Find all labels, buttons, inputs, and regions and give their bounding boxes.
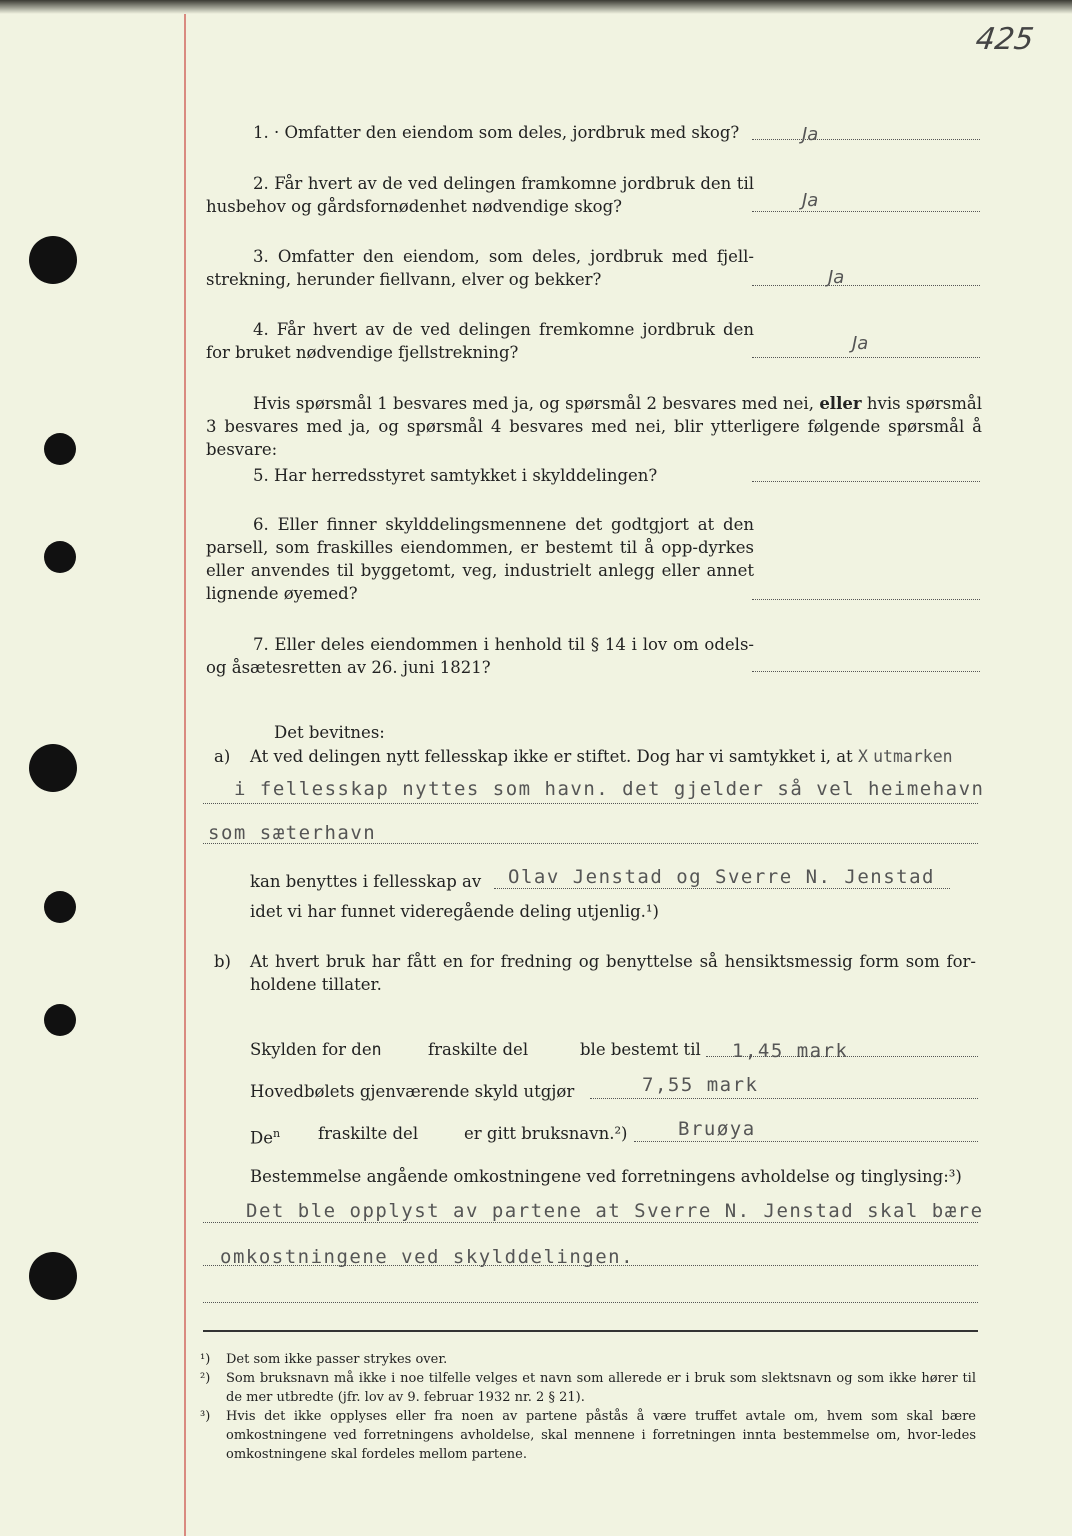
navn-label <box>250 1122 280 1150</box>
footnote-2-mark: ²) <box>200 1371 211 1386</box>
answer-line-5 <box>752 481 980 482</box>
item-a-label: a) <box>214 747 231 766</box>
question-4: 4. Får hvert av de ved delingen fremkomne jordbruk den for bruket nødvendige fjellstrekning? <box>206 320 754 362</box>
punch-hole <box>29 1252 77 1300</box>
skyld-label-start: Skylden for de <box>250 1040 372 1059</box>
answer-1: Ja <box>802 124 819 145</box>
hoved-value: 7,55 mark <box>642 1074 759 1096</box>
hoved-rule <box>590 1098 978 1099</box>
punch-hole <box>44 433 76 465</box>
footnote-3 <box>200 1407 980 1464</box>
instruction-bold: eller <box>819 394 862 413</box>
skyld-value: 1,45 mark <box>732 1040 849 1062</box>
question-6: 6. Eller finner skylddelingsmennene det godtgjort at den parsell, som fraskilles eiendommen, er bestemt til å opp-dyrkes eller anvendes til byggetomt, veg, industrielt anlegg eller annet lignende øyemed? <box>206 515 754 603</box>
skyld-label-end: ble bestemt til <box>580 1040 701 1059</box>
navn-label-suffix: n <box>273 1127 281 1140</box>
page-number: 425 <box>973 22 1036 57</box>
answer-3: Ja <box>828 267 845 288</box>
item-a-body: At ved delingen nytt fellesskap ikke er stiftet. Dog har vi samtykket i, at <box>250 747 853 766</box>
navn-value: Bruøya <box>678 1118 756 1140</box>
answer-line-4 <box>752 357 980 358</box>
benyttes-rule <box>494 888 950 889</box>
benyttes-label: kan benyttes i fellesskap av <box>250 872 482 891</box>
navn-label-end: er gitt bruksnavn.²) <box>464 1124 628 1143</box>
item-a-text <box>250 745 953 768</box>
answer-line-1 <box>752 139 980 140</box>
navn-label-mid: fraskilte del <box>318 1124 419 1143</box>
question-3: 3. Omfatter den eiendom, som deles, jordbruk med fjell-strekning, herunder fiellvann, elver og bekker? <box>206 247 754 289</box>
typed-line-2: som sæterhavn <box>208 822 377 844</box>
navn-rule <box>634 1141 978 1142</box>
navn-label-start: De <box>250 1128 273 1148</box>
punch-hole <box>29 744 77 792</box>
answer-line-2 <box>752 211 980 212</box>
punch-hole <box>44 541 76 573</box>
deling-text: idet vi har funnet videregående deling utjenlig.¹) <box>250 902 659 921</box>
kostnad-line-1: Det ble opplyst av partene at Sverre N. Jenstad skal bære <box>246 1200 984 1222</box>
footnote-1-text: Det som ikke passer strykes over. <box>226 1352 448 1367</box>
question-1: 1. · Omfatter den eiendom som deles, jordbruk med skog? <box>253 123 740 142</box>
item-a-overtype: X <box>857 747 868 766</box>
answer-line-6 <box>752 599 980 600</box>
question-5: 5. Har herredsstyret samtykket i skylddelingen? <box>253 466 658 485</box>
answer-line-3 <box>752 285 980 286</box>
punch-hole <box>44 891 76 923</box>
footnote-3-mark: ³) <box>200 1409 211 1424</box>
answer-2: Ja <box>802 190 819 211</box>
footnote-2-text: Som bruksnavn må ikke i noe tilfelle velges et navn som allerede er i bruk som slektsnavn og som ikke hører til de mer utbredte (jfr. lov av 9. februar 1932 nr. 2 § 21). <box>226 1371 976 1405</box>
skyld-label <box>250 1038 382 1061</box>
footnote-3-text: Hvis det ikke opplyses eller fra noen av partene påstås å være truffet avtale om, hvem som skal bære omkostningene ved forretningens avholdelse, skal mennene i forretningen innta bestemmelse om, hvor-ledes omkostningene skal fordeles mellom partene. <box>226 1409 976 1462</box>
kostnad-rule-2 <box>203 1265 978 1266</box>
hoved-label: Hovedbølets gjenværende skyld utgjør <box>250 1082 575 1101</box>
typed-line-2-rule <box>203 843 978 844</box>
item-b-text: At hvert bruk har fått en for fredning og benyttelse så hensiktsmessig form som for-holdene tillater. <box>250 952 976 994</box>
answer-line-7 <box>752 671 980 672</box>
skyld-rule <box>706 1056 978 1057</box>
instruction <box>206 392 982 461</box>
item-a-typed-end: utmarken <box>873 747 953 766</box>
item-b-label: b) <box>214 952 231 971</box>
footnote-2 <box>200 1369 980 1407</box>
typed-line-1-rule <box>203 803 978 804</box>
kostnad-label: Bestemmelse angående omkostningene ved forretningens avholdelse og tinglysing:³) <box>250 1167 962 1186</box>
instruction-part1: Hvis spørsmål 1 besvares med ja, og spørsmål 2 besvares med nei, <box>253 394 814 413</box>
footnote-1-mark: ¹) <box>200 1352 211 1367</box>
typed-line-1: i fellesskap nyttes som havn. det gjelder så vel heimehavn <box>234 778 985 800</box>
punch-hole <box>44 1004 76 1036</box>
kostnad-rule-3 <box>203 1302 978 1303</box>
skyld-label-mid: fraskilte del <box>428 1040 529 1059</box>
punch-hole <box>29 236 77 284</box>
kostnad-rule-1 <box>203 1222 978 1223</box>
answer-4: Ja <box>852 333 869 354</box>
instruction-part2: hvis spørsmål 3 besvares med ja, og spørsmål 4 besvares med nei, blir ytterligere følgende spørsmål å besvare: <box>206 394 982 459</box>
benyttes-value: Olav Jenstad og Sverre N. Jenstad <box>508 866 935 888</box>
attestation-heading: Det bevitnes: <box>274 723 385 742</box>
question-7: 7. Eller deles eiendommen i henhold til § 14 i lov om odels- og åsætesretten av 26. juni 1821? <box>206 635 754 677</box>
skyld-label-suffix: n <box>371 1040 382 1059</box>
footnote-rule <box>203 1330 978 1332</box>
question-2: 2. Får hvert av de ved delingen framkomne jordbruk den til husbehov og gårdsfornødenhet nødvendige skog? <box>206 174 754 216</box>
footnote-1 <box>200 1350 980 1369</box>
margin-line <box>184 14 186 1536</box>
kostnad-line-2: omkostningene ved skylddelingen. <box>220 1246 635 1268</box>
scan-top-edge <box>0 0 1072 14</box>
